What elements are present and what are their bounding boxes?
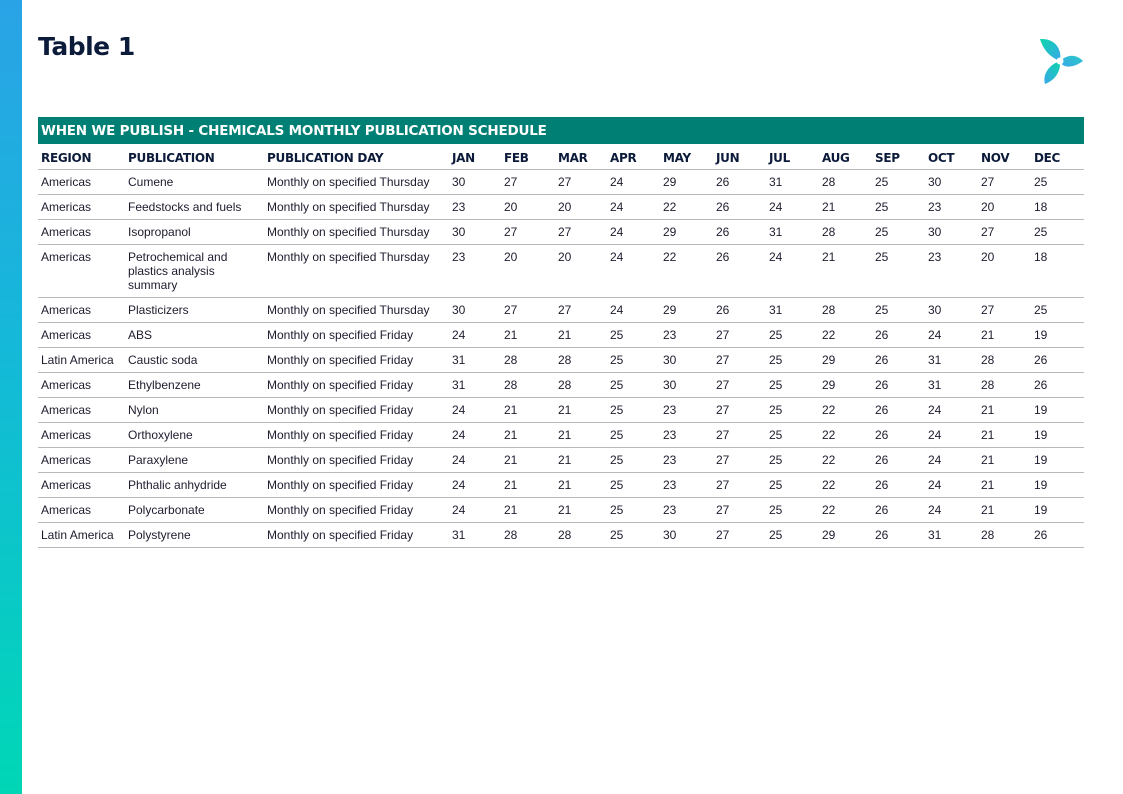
cell-region: Americas: [38, 423, 125, 448]
cell-publication-day: Monthly on specified Thursday: [264, 170, 449, 195]
publication-schedule-table: [38, 117, 1084, 548]
cell-jun: 27: [713, 473, 766, 498]
cell-aug: 29: [819, 348, 872, 373]
column-header-publication-day: PUBLICATION DAY: [264, 144, 449, 170]
cell-apr: 25: [607, 398, 660, 423]
cell-region: Americas: [38, 398, 125, 423]
cell-sep: 25: [872, 245, 925, 298]
cell-apr: 25: [607, 473, 660, 498]
cell-sep: 25: [872, 195, 925, 220]
cell-publication: Plasticizers: [125, 298, 264, 323]
cell-jul: 25: [766, 398, 819, 423]
table-row: [38, 473, 1084, 498]
cell-region: Americas: [38, 298, 125, 323]
cell-feb: 21: [501, 423, 555, 448]
cell-aug: 22: [819, 498, 872, 523]
cell-feb: 27: [501, 298, 555, 323]
cell-publication: Ethylbenzene: [125, 373, 264, 398]
cell-nov: 21: [978, 498, 1031, 523]
cell-jul: 24: [766, 245, 819, 298]
cell-region: Latin America: [38, 523, 125, 548]
cell-may: 29: [660, 298, 713, 323]
cell-dec: 19: [1031, 323, 1084, 348]
cell-feb: 28: [501, 348, 555, 373]
cell-nov: 27: [978, 220, 1031, 245]
cell-dec: 25: [1031, 220, 1084, 245]
cell-apr: 24: [607, 170, 660, 195]
cell-jul: 25: [766, 523, 819, 548]
table-row: [38, 220, 1084, 245]
cell-mar: 28: [555, 373, 607, 398]
cell-feb: 21: [501, 498, 555, 523]
cell-may: 22: [660, 245, 713, 298]
cell-mar: 20: [555, 195, 607, 220]
cell-sep: 25: [872, 220, 925, 245]
cell-aug: 28: [819, 298, 872, 323]
cell-publication-day: Monthly on specified Friday: [264, 398, 449, 423]
cell-apr: 25: [607, 448, 660, 473]
column-header-jun: JUN: [713, 144, 766, 170]
table-body: [38, 170, 1084, 548]
cell-publication: Orthoxylene: [125, 423, 264, 448]
cell-publication: Phthalic anhydride: [125, 473, 264, 498]
cell-may: 23: [660, 398, 713, 423]
cell-publication-day: Monthly on specified Thursday: [264, 220, 449, 245]
cell-may: 30: [660, 373, 713, 398]
cell-mar: 21: [555, 498, 607, 523]
triskelion-logo-icon: [1036, 36, 1086, 86]
cell-may: 30: [660, 348, 713, 373]
table-header-row: [38, 144, 1084, 170]
cell-mar: 28: [555, 523, 607, 548]
cell-nov: 27: [978, 170, 1031, 195]
cell-apr: 25: [607, 348, 660, 373]
cell-dec: 25: [1031, 170, 1084, 195]
cell-jul: 25: [766, 423, 819, 448]
cell-region: Americas: [38, 498, 125, 523]
cell-region: Americas: [38, 323, 125, 348]
cell-jan: 24: [449, 423, 501, 448]
cell-oct: 30: [925, 220, 978, 245]
cell-apr: 24: [607, 195, 660, 220]
cell-apr: 24: [607, 220, 660, 245]
cell-publication-day: Monthly on specified Friday: [264, 323, 449, 348]
cell-mar: 27: [555, 220, 607, 245]
cell-sep: 25: [872, 298, 925, 323]
cell-publication: Petrochemical and plastics analysis summary: [125, 245, 264, 298]
cell-publication: Feedstocks and fuels: [125, 195, 264, 220]
cell-jun: 27: [713, 348, 766, 373]
cell-sep: 25: [872, 170, 925, 195]
cell-mar: 21: [555, 398, 607, 423]
cell-dec: 18: [1031, 195, 1084, 220]
cell-apr: 24: [607, 298, 660, 323]
column-header-mar: MAR: [555, 144, 607, 170]
cell-region: Latin America: [38, 348, 125, 373]
cell-dec: 26: [1031, 523, 1084, 548]
cell-jan: 23: [449, 245, 501, 298]
cell-sep: 26: [872, 423, 925, 448]
cell-mar: 21: [555, 473, 607, 498]
table-row: [38, 348, 1084, 373]
column-header-oct: OCT: [925, 144, 978, 170]
cell-region: Americas: [38, 245, 125, 298]
cell-publication-day: Monthly on specified Thursday: [264, 298, 449, 323]
cell-dec: 19: [1031, 423, 1084, 448]
cell-may: 23: [660, 473, 713, 498]
cell-oct: 31: [925, 523, 978, 548]
cell-publication-day: Monthly on specified Friday: [264, 523, 449, 548]
cell-jan: 24: [449, 498, 501, 523]
cell-publication: Cumene: [125, 170, 264, 195]
cell-may: 23: [660, 323, 713, 348]
column-header-feb: FEB: [501, 144, 555, 170]
cell-publication-day: Monthly on specified Friday: [264, 373, 449, 398]
cell-region: Americas: [38, 473, 125, 498]
cell-jun: 27: [713, 523, 766, 548]
cell-publication: Paraxylene: [125, 448, 264, 473]
cell-jan: 30: [449, 170, 501, 195]
cell-oct: 24: [925, 398, 978, 423]
cell-aug: 21: [819, 195, 872, 220]
cell-apr: 25: [607, 523, 660, 548]
table-row: [38, 323, 1084, 348]
cell-publication-day: Monthly on specified Friday: [264, 448, 449, 473]
cell-nov: 21: [978, 398, 1031, 423]
table-row: [38, 195, 1084, 220]
cell-region: Americas: [38, 195, 125, 220]
cell-aug: 22: [819, 323, 872, 348]
cell-jan: 31: [449, 348, 501, 373]
cell-aug: 22: [819, 398, 872, 423]
cell-publication-day: Monthly on specified Thursday: [264, 195, 449, 220]
cell-jul: 31: [766, 170, 819, 195]
cell-mar: 28: [555, 348, 607, 373]
page-title: Table 1: [38, 32, 135, 61]
cell-publication-day: Monthly on specified Friday: [264, 423, 449, 448]
cell-sep: 26: [872, 523, 925, 548]
cell-jun: 26: [713, 298, 766, 323]
cell-dec: 19: [1031, 473, 1084, 498]
cell-feb: 28: [501, 523, 555, 548]
cell-jun: 27: [713, 448, 766, 473]
cell-mar: 21: [555, 323, 607, 348]
cell-publication: Nylon: [125, 398, 264, 423]
cell-region: Americas: [38, 220, 125, 245]
cell-feb: 20: [501, 245, 555, 298]
cell-feb: 28: [501, 373, 555, 398]
cell-jun: 26: [713, 170, 766, 195]
cell-jan: 30: [449, 220, 501, 245]
cell-publication: Isopropanol: [125, 220, 264, 245]
cell-jun: 26: [713, 245, 766, 298]
cell-apr: 25: [607, 498, 660, 523]
cell-may: 23: [660, 423, 713, 448]
cell-sep: 26: [872, 323, 925, 348]
cell-apr: 25: [607, 323, 660, 348]
cell-jan: 30: [449, 298, 501, 323]
cell-oct: 24: [925, 448, 978, 473]
cell-nov: 28: [978, 373, 1031, 398]
table-row: [38, 170, 1084, 195]
cell-jan: 24: [449, 323, 501, 348]
cell-jul: 25: [766, 448, 819, 473]
cell-publication: ABS: [125, 323, 264, 348]
cell-jul: 25: [766, 373, 819, 398]
cell-mar: 21: [555, 423, 607, 448]
cell-oct: 31: [925, 348, 978, 373]
cell-may: 30: [660, 523, 713, 548]
cell-sep: 26: [872, 473, 925, 498]
column-header-jul: JUL: [766, 144, 819, 170]
cell-feb: 20: [501, 195, 555, 220]
gradient-side-bar: [0, 0, 22, 794]
cell-nov: 20: [978, 195, 1031, 220]
cell-publication-day: Monthly on specified Friday: [264, 473, 449, 498]
cell-sep: 26: [872, 373, 925, 398]
table-row: [38, 423, 1084, 448]
cell-apr: 24: [607, 245, 660, 298]
cell-sep: 26: [872, 348, 925, 373]
cell-aug: 29: [819, 523, 872, 548]
cell-nov: 21: [978, 323, 1031, 348]
cell-aug: 21: [819, 245, 872, 298]
cell-jan: 31: [449, 373, 501, 398]
cell-sep: 26: [872, 498, 925, 523]
cell-publication-day: Monthly on specified Friday: [264, 498, 449, 523]
cell-jan: 31: [449, 523, 501, 548]
cell-region: Americas: [38, 170, 125, 195]
cell-publication: Polycarbonate: [125, 498, 264, 523]
column-header-region: REGION: [38, 144, 125, 170]
cell-jun: 27: [713, 373, 766, 398]
cell-may: 22: [660, 195, 713, 220]
cell-jan: 23: [449, 195, 501, 220]
cell-publication-day: Monthly on specified Thursday: [264, 245, 449, 298]
table-row: [38, 523, 1084, 548]
cell-feb: 21: [501, 323, 555, 348]
cell-nov: 21: [978, 473, 1031, 498]
cell-jun: 27: [713, 398, 766, 423]
cell-nov: 20: [978, 245, 1031, 298]
cell-mar: 27: [555, 170, 607, 195]
cell-jul: 25: [766, 323, 819, 348]
cell-oct: 23: [925, 245, 978, 298]
cell-publication-day: Monthly on specified Friday: [264, 348, 449, 373]
column-header-dec: DEC: [1031, 144, 1084, 170]
cell-oct: 31: [925, 373, 978, 398]
cell-dec: 19: [1031, 498, 1084, 523]
cell-nov: 28: [978, 523, 1031, 548]
cell-mar: 27: [555, 298, 607, 323]
cell-aug: 22: [819, 423, 872, 448]
cell-may: 29: [660, 220, 713, 245]
column-header-apr: APR: [607, 144, 660, 170]
cell-aug: 22: [819, 448, 872, 473]
cell-feb: 27: [501, 220, 555, 245]
cell-jan: 24: [449, 448, 501, 473]
cell-aug: 28: [819, 170, 872, 195]
cell-oct: 24: [925, 323, 978, 348]
cell-jul: 31: [766, 298, 819, 323]
cell-feb: 21: [501, 448, 555, 473]
cell-oct: 23: [925, 195, 978, 220]
cell-oct: 24: [925, 473, 978, 498]
cell-aug: 29: [819, 373, 872, 398]
cell-dec: 26: [1031, 348, 1084, 373]
cell-jul: 25: [766, 473, 819, 498]
cell-aug: 28: [819, 220, 872, 245]
cell-apr: 25: [607, 423, 660, 448]
cell-feb: 21: [501, 473, 555, 498]
schedule-table: [38, 144, 1084, 548]
cell-mar: 20: [555, 245, 607, 298]
cell-dec: 25: [1031, 298, 1084, 323]
cell-jun: 27: [713, 498, 766, 523]
table-banner: WHEN WE PUBLISH - CHEMICALS MONTHLY PUBLICATION SCHEDULE: [38, 117, 1084, 144]
cell-sep: 26: [872, 398, 925, 423]
column-header-sep: SEP: [872, 144, 925, 170]
cell-nov: 28: [978, 348, 1031, 373]
cell-oct: 24: [925, 423, 978, 448]
cell-nov: 21: [978, 448, 1031, 473]
cell-jan: 24: [449, 398, 501, 423]
table-row: [38, 245, 1084, 298]
cell-sep: 26: [872, 448, 925, 473]
cell-publication: Caustic soda: [125, 348, 264, 373]
column-header-nov: NOV: [978, 144, 1031, 170]
table-row: [38, 298, 1084, 323]
cell-publication: Polystyrene: [125, 523, 264, 548]
cell-jun: 27: [713, 423, 766, 448]
cell-jul: 25: [766, 348, 819, 373]
table-row: [38, 398, 1084, 423]
cell-may: 23: [660, 498, 713, 523]
cell-aug: 22: [819, 473, 872, 498]
cell-feb: 27: [501, 170, 555, 195]
cell-oct: 30: [925, 298, 978, 323]
cell-nov: 21: [978, 423, 1031, 448]
cell-jun: 26: [713, 195, 766, 220]
cell-jun: 27: [713, 323, 766, 348]
cell-nov: 27: [978, 298, 1031, 323]
cell-mar: 21: [555, 448, 607, 473]
cell-dec: 18: [1031, 245, 1084, 298]
cell-region: Americas: [38, 373, 125, 398]
cell-jun: 26: [713, 220, 766, 245]
cell-dec: 19: [1031, 448, 1084, 473]
cell-jan: 24: [449, 473, 501, 498]
cell-jul: 31: [766, 220, 819, 245]
column-header-jan: JAN: [449, 144, 501, 170]
cell-region: Americas: [38, 448, 125, 473]
cell-jul: 24: [766, 195, 819, 220]
cell-dec: 26: [1031, 373, 1084, 398]
column-header-aug: AUG: [819, 144, 872, 170]
column-header-publication: PUBLICATION: [125, 144, 264, 170]
cell-jul: 25: [766, 498, 819, 523]
cell-may: 23: [660, 448, 713, 473]
table-row: [38, 373, 1084, 398]
cell-feb: 21: [501, 398, 555, 423]
cell-may: 29: [660, 170, 713, 195]
table-row: [38, 448, 1084, 473]
cell-apr: 25: [607, 373, 660, 398]
cell-oct: 30: [925, 170, 978, 195]
column-header-may: MAY: [660, 144, 713, 170]
table-row: [38, 498, 1084, 523]
cell-dec: 19: [1031, 398, 1084, 423]
cell-oct: 24: [925, 498, 978, 523]
